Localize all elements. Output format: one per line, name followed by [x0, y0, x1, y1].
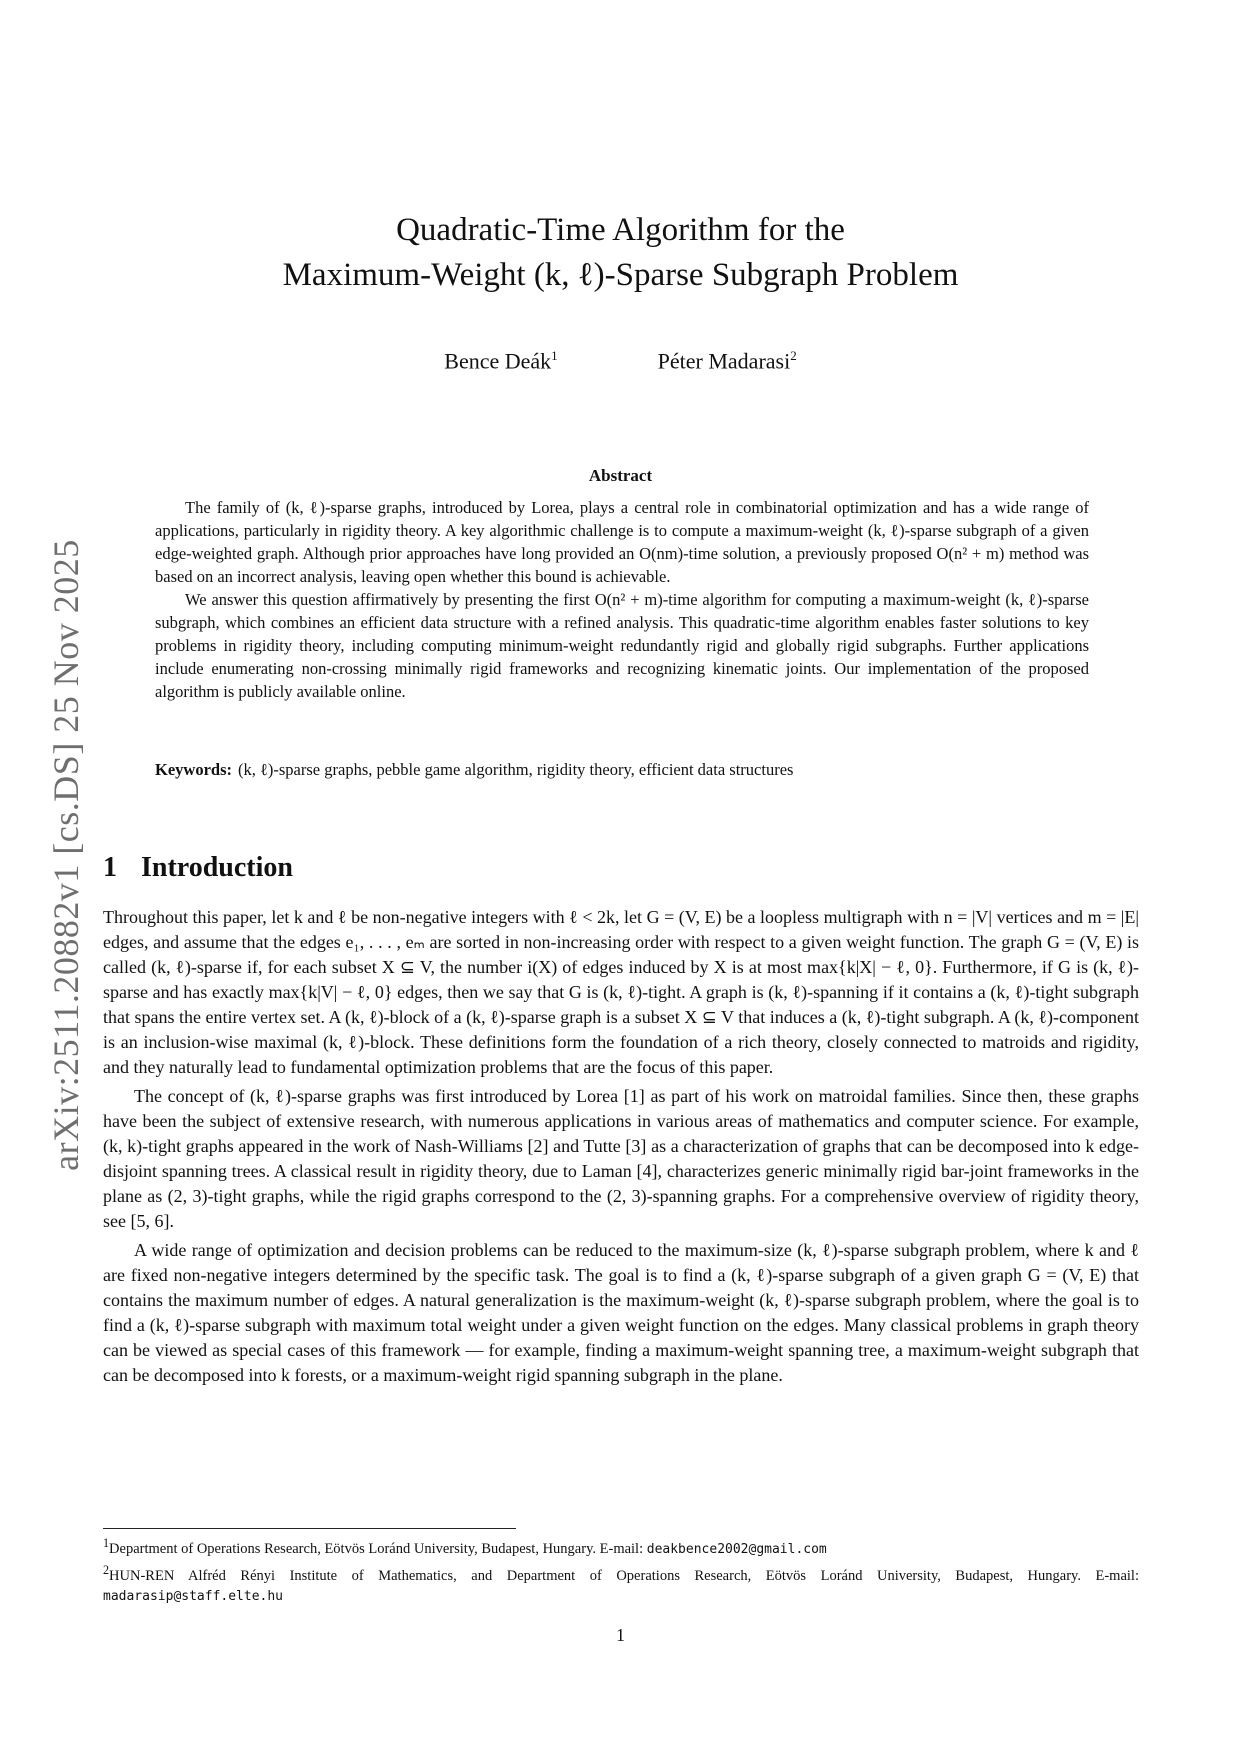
title-line-1: Quadratic-Time Algorithm for the	[396, 212, 845, 248]
arxiv-id: arXiv:2511.20882v1 [cs.DS] 25 Nov 2025	[46, 539, 86, 1171]
keywords-list: (k, ℓ)-sparse graphs, pebble game algorithm, rigidity theory, efficient data structures	[238, 760, 794, 779]
keywords	[155, 760, 1089, 780]
body-paragraph: The concept of (k, ℓ)-sparse graphs was first introduced by Lorea [1] as part of his work on matroidal families. Since then, these graphs have been the subject of extensive research, with numerous applications in various areas of mathematics and computer science. For example, (k, k)-tight graphs appeared in the work of Nash-Williams [2] and Tutte [3] as a characterization of graphs that can be decomposed into k edge-disjoint spanning trees. A classical result in rigidity theory, due to Laman [4], characterizes generic minimally rigid bar-joint frameworks in the plane as (2, 3)-tight graphs, while the rigid graphs correspond to the (2, 3)-spanning graphs. For a comprehensive overview of rigidity theory, see [5, 6].	[103, 1086, 1139, 1231]
footnote-text: HUN-REN Alfréd Rényi Institute of Mathematics, and Department of Operations Research, Eötvös Loránd University, Budapest, Hungary. E-mail:	[109, 1567, 1139, 1584]
arxiv-sidebar	[38, 455, 94, 1255]
abstract	[155, 496, 1089, 703]
footnote-2	[103, 1560, 1139, 1607]
body-paragraph: A wide range of optimization and decision problems can be reduced to the maximum-size (k, ℓ)-sparse subgraph problem, where k and ℓ are fixed non-negative integers determined by the specific task. The goal is to find a (k, ℓ)-sparse subgraph of a given graph G = (V, E) that contains the maximum number of edges. A natural generalization is the maximum-weight (k, ℓ)-sparse subgraph problem, where the goal is to find a (k, ℓ)-sparse subgraph with maximum total weight under a given weight function on the edges. Many classical problems in graph theory can be viewed as special cases of this framework — for example, finding a maximum-weight spanning tree, a maximum-weight subgraph that can be decomposed into k forests, or a maximum-weight rigid spanning subgraph in the plane.	[103, 1240, 1139, 1385]
body-paragraph: Throughout this paper, let k and ℓ be non-negative integers with ℓ < 2k, let G = (V, E) be a loopless multigraph with n = |V| vertices and m = |E| edges, and assume that the edges e₁, . . . , eₘ are sorted in non-increasing order with respect to a given weight function. The graph G = (V, E) is called (k, ℓ)-sparse if, for each subset X ⊆ V, the number i(X) of edges induced by X is at most max{k|X| − ℓ, 0}. Furthermore, if G is (k, ℓ)-sparse and has exactly max{k|V| − ℓ, 0} edges, then we say that G is (k, ℓ)-tight. A graph is (k, ℓ)-spanning if it contains a (k, ℓ)-tight subgraph that spans the entire vertex set. A (k, ℓ)-block of a (k, ℓ)-sparse graph is a subset X ⊆ V that induces a (k, ℓ)-tight subgraph. A (k, ℓ)-component is an inclusion-wise maximal (k, ℓ)-block. These definitions form the foundation of a rich theory, closely connected to matroids and rigidity, and they naturally lead to fundamental optimization problems that are the focus of this paper.	[103, 907, 1139, 1077]
abstract-paragraph: We answer this question affirmatively by presenting the first O(n² + m)-time algorithm for computing a maximum-weight (k, ℓ)-sparse subgraph, which combines an efficient data structure with a refined analysis. This quadratic-time algorithm enables faster solutions to key problems in rigidity theory, including computing minimum-weight redundantly rigid and globally rigid subgraphs. Further applications include enumerating non-crossing minimally rigid frameworks and recognizing kinematic joints. Our implementation of the proposed algorithm is publicly available online.	[155, 590, 1089, 701]
title-line-2: Maximum-Weight (k, ℓ)-Sparse Subgraph Problem	[282, 257, 959, 293]
email-link[interactable]: deakbence2002@gmail.com	[646, 1541, 827, 1557]
author-name: Péter Madarasi	[657, 348, 791, 374]
author-list	[0, 348, 1241, 374]
footnote-mark: 2	[103, 1562, 110, 1577]
abstract-heading: Abstract	[588, 466, 653, 485]
author-1	[444, 348, 557, 374]
abstract-paragraph: The family of (k, ℓ)-sparse graphs, introduced by Lorea, plays a central role in combinatorial optimization and has a wide range of applications, particularly in rigidity theory. A key algorithmic challenge is to compute a maximum-weight (k, ℓ)-sparse subgraph of a given edge-weighted graph. Although prior approaches have long provided an O(nm)-time solution, a previously proposed O(n² + m) method was based on an incorrect analysis, leaving open whether this bound is achievable.	[155, 498, 1089, 586]
body-text	[103, 905, 1139, 1388]
section-number: 1	[103, 852, 117, 883]
author-affiliation-mark: 1	[551, 348, 558, 363]
footnote-divider	[103, 1528, 516, 1529]
footnote-mark: 1	[103, 1536, 110, 1550]
paper-title	[0, 208, 1241, 298]
section-heading	[103, 852, 293, 884]
keywords-label: Keywords:	[155, 760, 232, 779]
author-affiliation-mark: 2	[790, 348, 797, 363]
footnote-text: Department of Operations Research, Eötvös Loránd University, Budapest, Hungary. E-mail:	[109, 1540, 647, 1557]
author-2	[658, 348, 797, 374]
author-name: Bence Deák	[444, 348, 552, 374]
section-title: Introduction	[141, 852, 293, 883]
email-link[interactable]: madarasip@staff.elte.hu	[103, 1588, 284, 1604]
page-number: 1	[616, 1625, 625, 1645]
footnotes	[103, 1533, 1139, 1607]
footnote-1	[103, 1533, 1139, 1560]
